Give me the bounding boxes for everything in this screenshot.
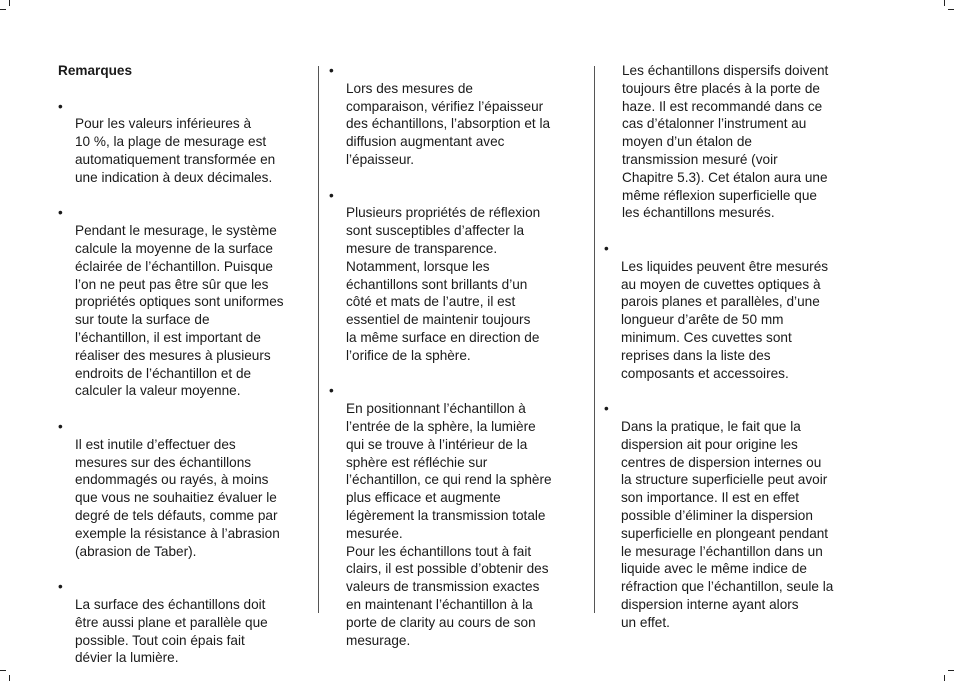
crop-mark-top-right-v bbox=[944, 0, 945, 6]
bullet-icon: • bbox=[329, 187, 334, 203]
crop-mark-top-left-v bbox=[9, 0, 10, 6]
bullet-item bbox=[329, 62, 581, 169]
bullet-text: Pour les valeurs inférieures à 10 %, la plage de mesurage est automatiquement transformée en une indication à deux décimales. bbox=[75, 116, 276, 185]
bullet-text: Dans la pratique, le fait que la dispersion ait pour origine les centres de dispersion internes ou la structure superficielle peut avoir son importance. Il est en effet possible d’éliminer la dispersion superficielle en plongeant pendant le mesurage l’échantillon dans un liquide avec le même indice de réfraction que l’échantillon, seule la dispersion interne ayant alors un effet. bbox=[621, 418, 834, 630]
bullet-icon: • bbox=[604, 401, 609, 417]
bullet-text: La surface des échantillons doit être aussi plane et parallèle que possible. Tout coin épais fait dévier la lumière. bbox=[75, 596, 268, 666]
bullet-text: Plusieurs propriétés de réflexion sont susceptibles d’affecter la mesure de transparence. Notamment, lorsque les échantillons sont brillants d’un côté et mats de l’autre, il est essentiel de maintenir toujours la même surface en direction de l’orifice de la sphère. bbox=[346, 205, 541, 363]
bullet-icon: • bbox=[329, 63, 334, 78]
bullet-item bbox=[58, 578, 310, 667]
bullet-icon: • bbox=[58, 205, 63, 221]
crop-mark-bottom-left-v bbox=[9, 675, 10, 681]
crop-mark-top-left bbox=[0, 9, 6, 10]
column-3 bbox=[604, 62, 864, 649]
bullet-icon: • bbox=[329, 383, 334, 399]
bullet-item bbox=[329, 187, 581, 365]
column-2 bbox=[329, 62, 581, 667]
bullet-item bbox=[58, 204, 310, 400]
bullet-text: Lors des mesures de comparaison, vérifiez l’épaisseur des échantillons, l’absorption et la diffusion augmentant avec l’épaisseur. bbox=[346, 80, 551, 167]
column-1 bbox=[58, 62, 310, 685]
crop-mark-top-right bbox=[948, 9, 954, 10]
crop-mark-bottom-right-v bbox=[944, 675, 945, 681]
column-divider-1 bbox=[318, 66, 319, 613]
bullet-item bbox=[604, 400, 864, 631]
bullet-text: Les liquides peuvent être mesurés au moyen de cuvettes optiques à parois planes et parallèles, d’une longueur d’arête de 50 mm minimum. Ces cuvettes sont reprises dans la liste des composants et accessoires. bbox=[621, 258, 829, 381]
bullet-item bbox=[58, 98, 310, 187]
continuation-paragraph: Les échantillons dispersifs doivent toujours être placés à la porte de haze. Il est recommandé dans ce cas d’étalonner l’instrument au moyen d’un étalon de transmission mesuré (voir Chapitre 5.3). Cet étalon aura une même réflexion superficielle que les échantillons mesurés. bbox=[622, 63, 829, 221]
section-heading: Remarques bbox=[58, 63, 133, 78]
bullet-icon: • bbox=[58, 418, 63, 434]
column-divider-2 bbox=[594, 66, 595, 613]
bullet-item bbox=[58, 418, 310, 560]
bullet-text: Pendant le mesurage, le système calcule la moyenne de la surface éclairée de l’échantillon. Puisque l’on ne peut pas être sûr que les propriétés optiques sont uniformes sur toute la surface de l’échantillon, il est important de réaliser des mesures à plusieurs endroits de l’échantillon et de calculer la valeur moyenne. bbox=[75, 223, 284, 399]
bullet-icon: • bbox=[604, 240, 609, 256]
bullet-text: En positionnant l’échantillon à l’entrée de la sphère, la lumière qui se trouve à l’intérieur de la sphère est réfléchie sur l’échantillon, ce qui rend la sphère plus efficace et augmente légèrement la transmission totale mesurée. Pour les échantillons tout à fait clairs, il est possible d’obtenir des valeurs de transmission exactes en maintenant l’échantillon à la porte de clarity au cours de son mesurage. bbox=[346, 401, 552, 648]
bullet-icon: • bbox=[58, 98, 63, 114]
bullet-item bbox=[329, 382, 581, 649]
bullet-text: Il est inutile d’effectuer des mesures sur des échantillons endommagés ou rayés, à moins que vous ne souhaitiez évaluer le degré de tels défauts, comme par exemple la résistance à l’abrasion (abrasion de Taber). bbox=[75, 436, 280, 559]
crop-mark-bottom-left bbox=[0, 670, 6, 671]
crop-mark-bottom-right bbox=[948, 670, 954, 671]
bullet-item bbox=[604, 240, 864, 382]
bullet-icon: • bbox=[58, 579, 63, 595]
